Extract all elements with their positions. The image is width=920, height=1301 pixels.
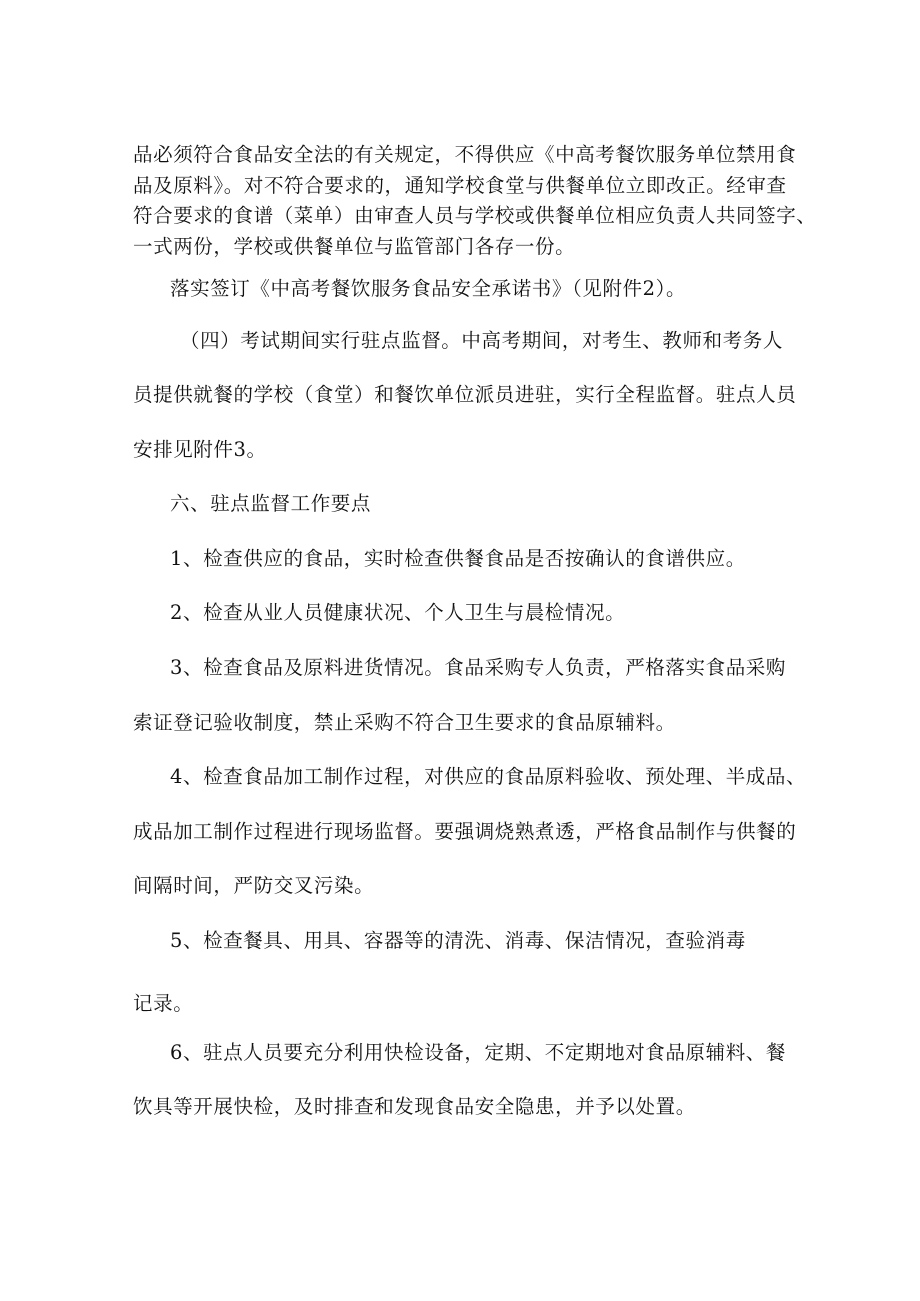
section-heading: 六、驻点监督工作要点 [170,492,372,515]
paragraph-1-line-2: 品及原料》。对不符合要求的，通知学校食堂与供餐单位立即改正。经审查 [133,174,787,197]
paragraph-3-line-2: 员提供就餐的学校（食堂）和餐饮单位派员进驻，实行全程监督。驻点人员 [133,383,797,406]
item-4-line-3: 间隔时间，严防交叉污染。 [133,874,375,897]
item-6-line-1: 6、驻点人员要充分利用快检设备，定期、不定期地对食品原辅料、餐 [170,1041,787,1064]
paragraph-1-line-4: 一式两份，学校或供餐单位与监管部门各存一份。 [133,235,576,258]
paragraph-1-line-1: 品必须符合食品安全法的有关规定，不得供应《中高考餐饮服务单位禁用食 [133,143,797,166]
item-6-line-2: 饮具等开展快检，及时排查和发现食品安全隐患，并予以处置。 [133,1095,696,1118]
item-2: 2、检查从业人员健康状况、个人卫生与晨检情况。 [170,601,626,624]
item-3-line-2: 索证登记验收制度，禁止采购不符合卫生要求的食品原辅料。 [133,711,676,734]
paragraph-3-line-1: （四）考试期间实行驻点监督。中高考期间，对考生、教师和考务人 [180,329,784,352]
item-1: 1、检查供应的食品，实时检查供餐食品是否按确认的食谱供应。 [170,547,746,570]
item-4-line-1: 4、检查食品加工制作过程，对供应的食品原料验收、预处理、半成品、 [170,765,807,788]
item-5-line-1: 5、检查餐具、用具、容器等的清洗、消毒、保洁情况，查验消毒 [170,929,746,952]
item-3-line-1: 3、检查食品及原料进货情况。食品采购专人负责，严格落实食品采购 [170,656,787,679]
paragraph-1-line-3: 符合要求的食谱（菜单）由审查人员与学校或供餐单位相应负责人共同签字、 [133,204,817,227]
item-5-line-2: 记录。 [133,992,194,1015]
paragraph-2: 落实签订《中高考餐饮服务食品安全承诺书》（见附件2）。 [170,277,687,300]
item-4-line-2: 成品加工制作过程进行现场监督。要强调烧熟煮透，严格食品制作与供餐的 [133,820,797,843]
paragraph-3-line-3: 安排见附件3。 [133,438,267,461]
